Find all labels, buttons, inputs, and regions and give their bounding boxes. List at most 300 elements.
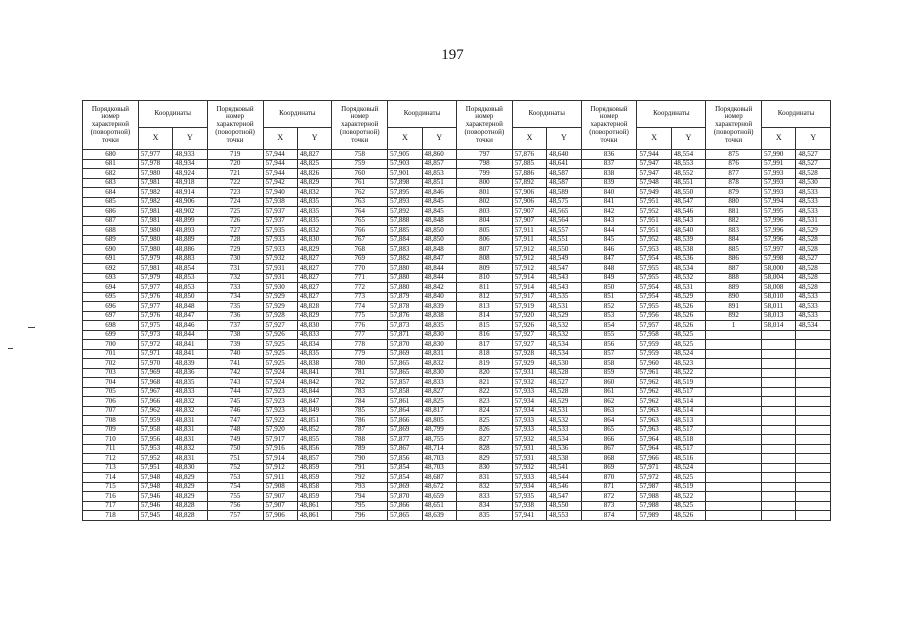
x-coordinate-cell: 57,930: [263, 283, 297, 293]
x-coordinate-cell: 57,981: [138, 178, 172, 188]
point-number-cell: 846: [581, 245, 637, 255]
point-number-cell: 813: [456, 302, 512, 312]
point-number-cell: 829: [456, 454, 512, 464]
y-coordinate-cell: 48,517: [671, 425, 705, 435]
x-coordinate-cell: 57,905: [388, 150, 422, 160]
x-coordinate-cell: 57,927: [512, 340, 546, 350]
header-y: Y: [547, 128, 581, 150]
point-number-cell: 797: [456, 150, 512, 160]
point-number-cell: 794: [332, 492, 388, 502]
y-coordinate-cell: [796, 349, 831, 359]
y-coordinate-cell: 48,805: [422, 416, 456, 426]
table-row: [83, 340, 831, 350]
y-coordinate-cell: 48,832: [297, 226, 331, 236]
y-coordinate-cell: 48,858: [297, 482, 331, 492]
table-row: [83, 473, 831, 483]
y-coordinate-cell: [796, 463, 831, 473]
y-coordinate-cell: [796, 378, 831, 388]
point-number-cell: 848: [581, 264, 637, 274]
point-number-cell: 691: [83, 254, 139, 264]
point-number-cell: 892: [706, 311, 762, 321]
table-row: [83, 254, 831, 264]
y-coordinate-cell: 48,514: [671, 406, 705, 416]
x-coordinate-cell: 57,865: [388, 368, 422, 378]
x-coordinate-cell: 57,914: [512, 273, 546, 283]
point-number-cell: 785: [332, 406, 388, 416]
point-number-cell: 886: [706, 254, 762, 264]
point-number-cell: 883: [706, 226, 762, 236]
point-number-cell: 840: [581, 188, 637, 198]
point-number-cell: [706, 340, 762, 350]
y-coordinate-cell: 48,850: [422, 235, 456, 245]
x-coordinate-cell: 57,870: [388, 492, 422, 502]
x-coordinate-cell: 57,912: [512, 264, 546, 274]
point-number-cell: [706, 378, 762, 388]
point-number-cell: 826: [456, 425, 512, 435]
header-y: Y: [422, 128, 456, 150]
point-number-cell: 700: [83, 340, 139, 350]
x-coordinate-cell: 57,956: [138, 435, 172, 445]
x-coordinate-cell: 57,928: [512, 349, 546, 359]
y-coordinate-cell: 48,830: [297, 321, 331, 331]
y-coordinate-cell: 48,861: [297, 511, 331, 521]
header-point-number: Порядковый номер характерной (поворотной) точки: [456, 101, 512, 150]
header-coordinates: Координаты: [388, 101, 457, 128]
point-number-cell: 859: [581, 368, 637, 378]
point-number-cell: 855: [581, 330, 637, 340]
point-number-cell: 816: [456, 330, 512, 340]
header-coordinates: Координаты: [263, 101, 332, 128]
header-y: Y: [671, 128, 705, 150]
x-coordinate-cell: 57,980: [138, 169, 172, 179]
point-number-cell: 866: [581, 435, 637, 445]
y-coordinate-cell: 48,517: [671, 444, 705, 454]
y-coordinate-cell: 48,835: [297, 207, 331, 217]
y-coordinate-cell: 48,532: [671, 273, 705, 283]
y-coordinate-cell: 48,832: [173, 444, 207, 454]
x-coordinate-cell: 57,906: [512, 188, 546, 198]
point-number-cell: 881: [706, 207, 762, 217]
x-coordinate-cell: 57,867: [388, 444, 422, 454]
point-number-cell: 871: [581, 482, 637, 492]
y-coordinate-cell: 48,827: [297, 264, 331, 274]
y-coordinate-cell: 48,839: [173, 359, 207, 369]
x-coordinate-cell: 57,927: [512, 330, 546, 340]
x-coordinate-cell: 57,937: [263, 207, 297, 217]
y-coordinate-cell: 48,902: [173, 207, 207, 217]
x-coordinate-cell: [762, 511, 796, 521]
y-coordinate-cell: 48,533: [796, 188, 831, 198]
table-row: [83, 159, 831, 169]
x-coordinate-cell: 57,912: [512, 245, 546, 255]
x-coordinate-cell: 57,959: [138, 416, 172, 426]
point-number-cell: 717: [83, 501, 139, 511]
header-x: X: [138, 128, 172, 150]
y-coordinate-cell: 48,833: [173, 387, 207, 397]
y-coordinate-cell: 48,906: [173, 197, 207, 207]
x-coordinate-cell: 57,928: [263, 311, 297, 321]
point-number-cell: [706, 349, 762, 359]
scan-mark: [28, 327, 35, 328]
point-number-cell: 778: [332, 340, 388, 350]
point-number-cell: [706, 397, 762, 407]
point-number-cell: 804: [456, 216, 512, 226]
x-coordinate-cell: 57,907: [512, 207, 546, 217]
point-number-cell: 746: [207, 406, 263, 416]
y-coordinate-cell: 48,755: [422, 435, 456, 445]
table-header: [83, 101, 831, 150]
y-coordinate-cell: 48,859: [297, 463, 331, 473]
x-coordinate-cell: 57,925: [263, 349, 297, 359]
x-coordinate-cell: 57,858: [388, 387, 422, 397]
point-number-cell: 784: [332, 397, 388, 407]
x-coordinate-cell: 57,946: [138, 501, 172, 511]
point-number-cell: 748: [207, 425, 263, 435]
point-number-cell: 879: [706, 188, 762, 198]
y-coordinate-cell: 48,525: [671, 340, 705, 350]
point-number-cell: 779: [332, 349, 388, 359]
point-number-cell: 739: [207, 340, 263, 350]
y-coordinate-cell: [796, 444, 831, 454]
x-coordinate-cell: 57,901: [388, 169, 422, 179]
x-coordinate-cell: 57,898: [388, 178, 422, 188]
x-coordinate-cell: 57,966: [637, 454, 671, 464]
point-number-cell: 877: [706, 169, 762, 179]
point-number-cell: 872: [581, 492, 637, 502]
table-row: [83, 349, 831, 359]
y-coordinate-cell: 48,518: [671, 435, 705, 445]
y-coordinate-cell: 48,827: [297, 273, 331, 283]
x-coordinate-cell: 57,993: [762, 169, 796, 179]
point-number-cell: 890: [706, 292, 762, 302]
x-coordinate-cell: 57,880: [388, 283, 422, 293]
x-coordinate-cell: 57,951: [637, 226, 671, 236]
x-coordinate-cell: 57,885: [388, 226, 422, 236]
x-coordinate-cell: 57,903: [388, 159, 422, 169]
x-coordinate-cell: 57,931: [512, 444, 546, 454]
point-number-cell: 702: [83, 359, 139, 369]
x-coordinate-cell: 57,977: [138, 302, 172, 312]
table-row: [83, 359, 831, 369]
y-coordinate-cell: 48,832: [173, 406, 207, 416]
x-coordinate-cell: [762, 482, 796, 492]
point-number-cell: 772: [332, 283, 388, 293]
x-coordinate-cell: [762, 454, 796, 464]
x-coordinate-cell: 57,876: [388, 311, 422, 321]
header-point-number: Порядковый номер характерной (поворотной) точки: [207, 101, 263, 150]
y-coordinate-cell: 48,714: [422, 444, 456, 454]
y-coordinate-cell: 48,827: [297, 254, 331, 264]
point-number-cell: 757: [207, 511, 263, 521]
x-coordinate-cell: 57,916: [263, 444, 297, 454]
y-coordinate-cell: 48,526: [671, 321, 705, 331]
y-coordinate-cell: [796, 492, 831, 502]
x-coordinate-cell: 58,011: [762, 302, 796, 312]
table-row: [83, 292, 831, 302]
y-coordinate-cell: 48,536: [671, 254, 705, 264]
y-coordinate-cell: 48,825: [297, 159, 331, 169]
point-number-cell: 731: [207, 264, 263, 274]
point-number-cell: 697: [83, 311, 139, 321]
x-coordinate-cell: 57,944: [637, 150, 671, 160]
point-number-cell: 803: [456, 207, 512, 217]
point-number-cell: 755: [207, 492, 263, 502]
y-coordinate-cell: 48,528: [796, 283, 831, 293]
table-row: [83, 311, 831, 321]
x-coordinate-cell: 57,911: [512, 235, 546, 245]
y-coordinate-cell: [796, 359, 831, 369]
point-number-cell: 681: [83, 159, 139, 169]
table-row: [83, 188, 831, 198]
point-number-cell: 792: [332, 473, 388, 483]
x-coordinate-cell: 57,925: [263, 359, 297, 369]
point-number-cell: 754: [207, 482, 263, 492]
x-coordinate-cell: 57,946: [138, 492, 172, 502]
y-coordinate-cell: 48,543: [671, 216, 705, 226]
point-number-cell: 856: [581, 340, 637, 350]
point-number-cell: [706, 435, 762, 445]
y-coordinate-cell: 48,924: [173, 169, 207, 179]
y-coordinate-cell: 48,672: [422, 482, 456, 492]
y-coordinate-cell: 48,889: [173, 235, 207, 245]
point-number-cell: 793: [332, 482, 388, 492]
point-number-cell: 736: [207, 311, 263, 321]
x-coordinate-cell: 57,933: [512, 416, 546, 426]
x-coordinate-cell: 57,981: [138, 264, 172, 274]
point-number-cell: 718: [83, 511, 139, 521]
x-coordinate-cell: 57,931: [263, 273, 297, 283]
x-coordinate-cell: 57,917: [263, 435, 297, 445]
point-number-cell: 865: [581, 425, 637, 435]
x-coordinate-cell: 57,866: [388, 416, 422, 426]
point-number-cell: 874: [581, 511, 637, 521]
x-coordinate-cell: 57,978: [138, 159, 172, 169]
x-coordinate-cell: 57,971: [637, 463, 671, 473]
x-coordinate-cell: [762, 330, 796, 340]
point-number-cell: 706: [83, 397, 139, 407]
table-row: [83, 511, 831, 521]
table-row: [83, 482, 831, 492]
x-coordinate-cell: 57,869: [388, 425, 422, 435]
point-number-cell: 698: [83, 321, 139, 331]
y-coordinate-cell: 48,829: [173, 482, 207, 492]
table-row: [83, 226, 831, 236]
x-coordinate-cell: 57,996: [762, 226, 796, 236]
y-coordinate-cell: 48,549: [547, 254, 581, 264]
point-number-cell: 714: [83, 473, 139, 483]
x-coordinate-cell: 57,883: [388, 245, 422, 255]
y-coordinate-cell: 48,538: [547, 454, 581, 464]
x-coordinate-cell: 57,959: [637, 349, 671, 359]
point-number-cell: 763: [332, 197, 388, 207]
point-number-cell: 795: [332, 501, 388, 511]
point-number-cell: 719: [207, 150, 263, 160]
y-coordinate-cell: 48,845: [422, 207, 456, 217]
point-number-cell: 753: [207, 473, 263, 483]
point-number-cell: 724: [207, 197, 263, 207]
x-coordinate-cell: 57,953: [637, 245, 671, 255]
x-coordinate-cell: 57,991: [762, 159, 796, 169]
y-coordinate-cell: 48,859: [297, 473, 331, 483]
point-number-cell: 762: [332, 188, 388, 198]
x-coordinate-cell: 57,885: [512, 159, 546, 169]
y-coordinate-cell: 48,831: [173, 425, 207, 435]
y-coordinate-cell: 48,659: [422, 492, 456, 502]
y-coordinate-cell: 48,825: [422, 397, 456, 407]
table-row: [83, 235, 831, 245]
y-coordinate-cell: [796, 387, 831, 397]
y-coordinate-cell: 48,856: [297, 444, 331, 454]
y-coordinate-cell: 48,844: [173, 330, 207, 340]
point-number-cell: 781: [332, 368, 388, 378]
x-coordinate-cell: 57,932: [512, 463, 546, 473]
x-coordinate-cell: 57,914: [512, 283, 546, 293]
header-point-number: Порядковый номер характерной (поворотной) точки: [706, 101, 762, 150]
y-coordinate-cell: 48,846: [422, 188, 456, 198]
y-coordinate-cell: 48,539: [671, 235, 705, 245]
point-number-cell: 750: [207, 444, 263, 454]
y-coordinate-cell: 48,845: [422, 197, 456, 207]
point-number-cell: [706, 454, 762, 464]
point-number-cell: 764: [332, 207, 388, 217]
point-number-cell: 777: [332, 330, 388, 340]
y-coordinate-cell: 48,522: [671, 368, 705, 378]
y-coordinate-cell: 48,516: [671, 454, 705, 464]
point-number-cell: 860: [581, 378, 637, 388]
x-coordinate-cell: 57,962: [138, 406, 172, 416]
point-number-cell: 835: [456, 511, 512, 521]
x-coordinate-cell: 57,996: [762, 235, 796, 245]
point-number-cell: 684: [83, 188, 139, 198]
point-number-cell: 688: [83, 226, 139, 236]
x-coordinate-cell: 57,962: [637, 397, 671, 407]
y-coordinate-cell: 48,839: [422, 302, 456, 312]
x-coordinate-cell: 57,880: [388, 273, 422, 283]
y-coordinate-cell: 48,575: [547, 197, 581, 207]
y-coordinate-cell: 48,851: [422, 178, 456, 188]
point-number-cell: 888: [706, 273, 762, 283]
y-coordinate-cell: 48,827: [297, 150, 331, 160]
x-coordinate-cell: 57,947: [637, 159, 671, 169]
point-number-cell: 812: [456, 292, 512, 302]
point-number-cell: 737: [207, 321, 263, 331]
y-coordinate-cell: 48,883: [173, 254, 207, 264]
y-coordinate-cell: [796, 454, 831, 464]
point-number-cell: 783: [332, 387, 388, 397]
point-number-cell: [706, 387, 762, 397]
x-coordinate-cell: 58,014: [762, 321, 796, 331]
y-coordinate-cell: 48,530: [547, 359, 581, 369]
point-number-cell: 791: [332, 463, 388, 473]
y-coordinate-cell: 48,517: [671, 387, 705, 397]
x-coordinate-cell: 57,955: [637, 273, 671, 283]
point-number-cell: 839: [581, 178, 637, 188]
y-coordinate-cell: 48,528: [796, 169, 831, 179]
point-number-cell: 787: [332, 425, 388, 435]
x-coordinate-cell: 57,963: [637, 416, 671, 426]
y-coordinate-cell: 48,534: [671, 264, 705, 274]
x-coordinate-cell: 57,947: [637, 169, 671, 179]
y-coordinate-cell: 48,842: [297, 378, 331, 388]
point-number-cell: 745: [207, 397, 263, 407]
x-coordinate-cell: 57,980: [138, 235, 172, 245]
y-coordinate-cell: 48,524: [671, 349, 705, 359]
y-coordinate-cell: 48,899: [173, 216, 207, 226]
x-coordinate-cell: 57,981: [138, 216, 172, 226]
point-number-cell: 723: [207, 188, 263, 198]
x-coordinate-cell: 57,951: [637, 216, 671, 226]
x-coordinate-cell: [762, 463, 796, 473]
point-number-cell: 853: [581, 311, 637, 321]
point-number-cell: 862: [581, 397, 637, 407]
y-coordinate-cell: [796, 368, 831, 378]
header-point-number: Порядковый номер характерной (поворотной) точки: [83, 101, 139, 150]
x-coordinate-cell: 58,008: [762, 283, 796, 293]
y-coordinate-cell: 48,533: [796, 197, 831, 207]
point-number-cell: 808: [456, 254, 512, 264]
point-number-cell: 887: [706, 264, 762, 274]
x-coordinate-cell: 57,938: [263, 197, 297, 207]
y-coordinate-cell: 48,532: [547, 321, 581, 331]
x-coordinate-cell: 57,893: [388, 197, 422, 207]
y-coordinate-cell: 48,535: [547, 292, 581, 302]
point-number-cell: 867: [581, 444, 637, 454]
y-coordinate-cell: 48,533: [547, 425, 581, 435]
x-coordinate-cell: 57,912: [263, 463, 297, 473]
point-number-cell: 868: [581, 454, 637, 464]
y-coordinate-cell: 48,827: [422, 387, 456, 397]
table-row: [83, 273, 831, 283]
point-number-cell: 782: [332, 378, 388, 388]
y-coordinate-cell: 48,859: [297, 492, 331, 502]
y-coordinate-cell: 48,934: [173, 159, 207, 169]
x-coordinate-cell: 57,988: [637, 501, 671, 511]
y-coordinate-cell: 48,838: [297, 359, 331, 369]
point-number-cell: 824: [456, 406, 512, 416]
y-coordinate-cell: 48,531: [796, 216, 831, 226]
y-coordinate-cell: 48,546: [671, 207, 705, 217]
point-number-cell: 851: [581, 292, 637, 302]
y-coordinate-cell: 48,651: [422, 501, 456, 511]
y-coordinate-cell: 48,847: [297, 397, 331, 407]
x-coordinate-cell: 57,933: [263, 245, 297, 255]
x-coordinate-cell: 57,966: [138, 397, 172, 407]
point-number-cell: 809: [456, 264, 512, 274]
x-coordinate-cell: 57,962: [637, 387, 671, 397]
x-coordinate-cell: [762, 425, 796, 435]
x-coordinate-cell: 57,856: [388, 454, 422, 464]
table-row: [83, 283, 831, 293]
point-number-cell: 884: [706, 235, 762, 245]
x-coordinate-cell: 57,959: [637, 340, 671, 350]
y-coordinate-cell: 48,531: [547, 302, 581, 312]
x-coordinate-cell: 57,951: [637, 197, 671, 207]
x-coordinate-cell: 57,963: [637, 406, 671, 416]
y-coordinate-cell: 48,553: [671, 159, 705, 169]
y-coordinate-cell: 48,551: [671, 178, 705, 188]
x-coordinate-cell: 57,870: [388, 340, 422, 350]
point-number-cell: 689: [83, 235, 139, 245]
y-coordinate-cell: 48,832: [173, 397, 207, 407]
x-coordinate-cell: 57,934: [512, 482, 546, 492]
point-number-cell: 882: [706, 216, 762, 226]
x-coordinate-cell: 57,920: [263, 425, 297, 435]
x-coordinate-cell: 57,933: [512, 425, 546, 435]
point-number-cell: 705: [83, 387, 139, 397]
x-coordinate-cell: 57,906: [263, 511, 297, 521]
y-coordinate-cell: [796, 340, 831, 350]
x-coordinate-cell: [762, 378, 796, 388]
